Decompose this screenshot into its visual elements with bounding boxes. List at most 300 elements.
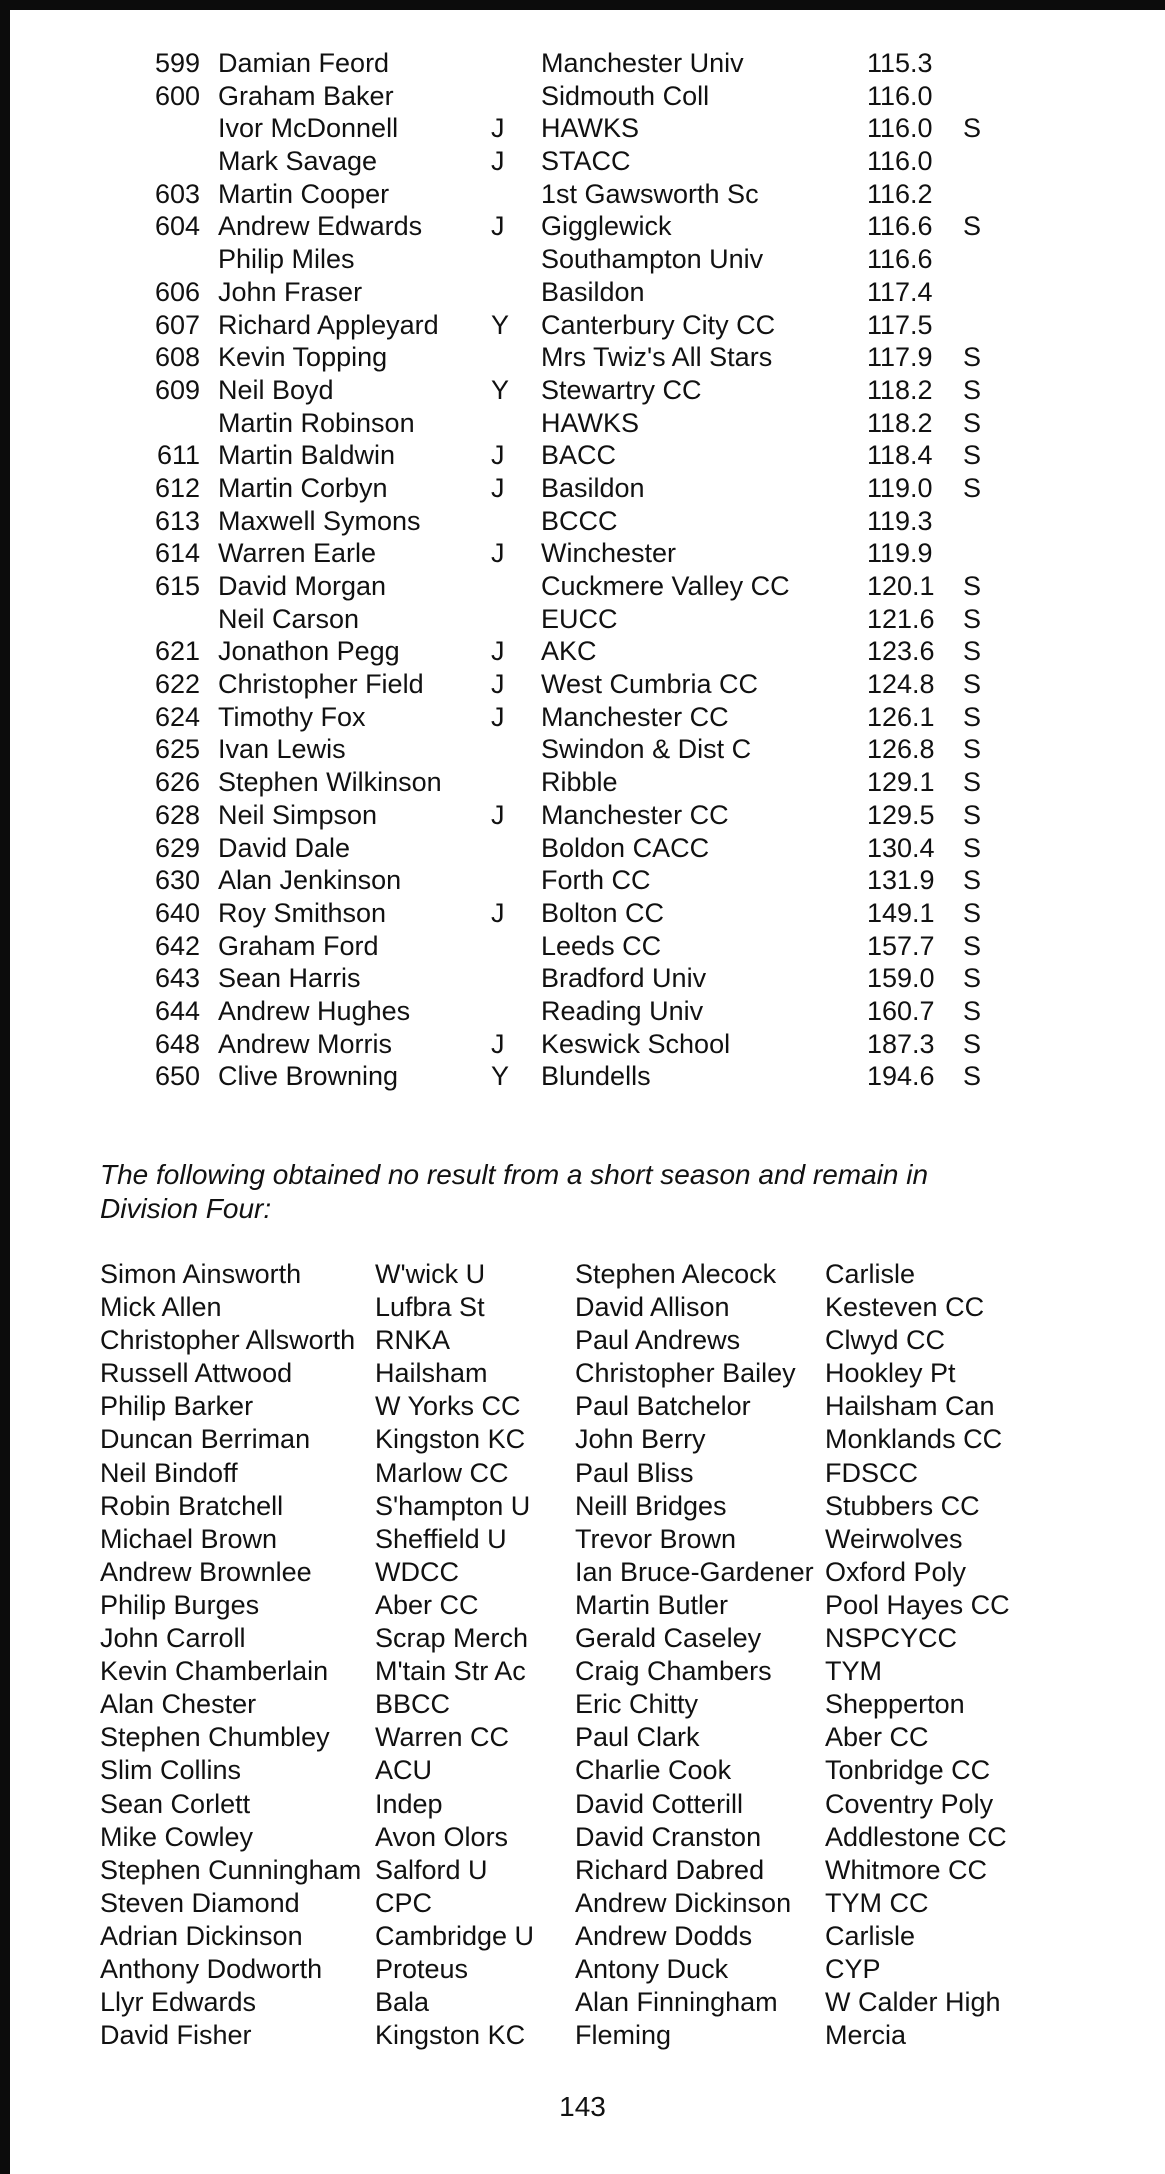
no-result-name: Duncan Berriman [100,1424,311,1455]
result-name: Kevin Topping [218,342,388,373]
result-row [0,832,1165,865]
no-result-club: Whitmore CC [825,1854,988,1885]
result-row [0,178,1165,211]
no-result-name: Simon Ainsworth [100,1259,302,1289]
result-time: 157.7 [867,930,935,961]
result-club: Swindon & Dist C [541,734,752,765]
result-club: Winchester [541,538,677,569]
result-row [0,995,1165,1028]
result-category: Y [491,309,510,340]
result-category: J [491,538,505,569]
no-result-name: Antony Duck [575,1953,729,1984]
no-result-row [0,1953,1165,1986]
result-category: J [491,472,505,503]
no-result-name: Steven Diamond [100,1887,300,1918]
result-club: HAWKS [541,113,640,144]
no-result-club: W Calder High [825,1987,1001,2018]
no-result-club: Coventry Poly [825,1788,994,1819]
no-result-club: Pool Hayes CC [825,1589,1010,1620]
scan-border-top [0,0,1165,10]
result-name: Andrew Morris [218,1028,393,1059]
no-result-row [0,1357,1165,1390]
no-result-club: Cambridge U [375,1920,535,1951]
result-flag: S [963,636,982,667]
no-result-club: Mercia [825,2020,907,2051]
result-name: Richard Appleyard [218,309,439,340]
no-result-name: David Allison [575,1292,730,1323]
no-result-name: Paul Andrews [575,1325,741,1356]
no-result-club: Carlisle [825,1259,916,1289]
result-name: Martin Robinson [218,407,415,438]
no-result-name: Paul Clark [575,1722,700,1753]
result-position: 607 [154,309,200,340]
result-club: Manchester Univ [541,48,744,78]
no-result-name: Andrew Dickinson [575,1887,792,1918]
no-result-name: Gerald Caseley [575,1623,762,1654]
no-result-club: Marlow CC [375,1457,509,1488]
no-result-row [0,1291,1165,1324]
result-name: Neil Carson [218,603,360,634]
result-time: 187.3 [867,1028,935,1059]
result-club: 1st Gawsworth Sc [541,178,759,209]
result-club: EUCC [541,603,618,634]
no-result-name: Andrew Brownlee [100,1556,312,1587]
result-row [0,962,1165,995]
no-result-name: Alan Chester [100,1689,257,1720]
no-result-club: TYM CC [825,1887,929,1918]
results-table [0,47,1165,1093]
result-time: 123.6 [867,636,935,667]
no-result-club: Aber CC [825,1722,929,1753]
no-result-club: ACU [375,1755,433,1786]
no-result-club: Kesteven CC [825,1292,985,1323]
result-name: Christopher Field [218,669,424,700]
result-name: David Dale [218,832,351,863]
result-position: 643 [154,963,200,994]
result-club: Basildon [541,472,645,503]
no-result-name: Llyr Edwards [100,1987,257,2018]
result-club: Mrs Twiz's All Stars [541,342,773,373]
no-result-name: Alan Finningham [575,1987,778,2018]
result-position: 611 [156,440,200,471]
no-result-club: Clwyd CC [825,1325,946,1356]
no-result-club: WDCC [375,1556,459,1587]
result-flag: S [963,571,982,601]
result-time: 116.2 [867,178,933,209]
result-flag: S [963,669,982,700]
result-time: 116.0 [867,80,933,111]
result-flag: S [963,930,982,961]
result-row [0,145,1165,178]
no-result-row [0,1589,1165,1622]
result-club: Bolton CC [541,897,665,928]
result-row [0,930,1165,963]
result-position: 606 [154,276,200,307]
no-result-row [0,1457,1165,1490]
no-result-name: David Cranston [575,1821,762,1852]
no-result-name: Christopher Allsworth [100,1325,356,1356]
result-position: 626 [154,767,200,798]
result-club: Cuckmere Valley CC [541,571,790,601]
result-time: 129.5 [867,799,935,830]
result-position: 644 [154,995,200,1026]
result-flag: S [963,1061,982,1092]
no-result-club: BBCC [375,1689,451,1720]
no-result-club: Warren CC [375,1722,510,1753]
no-result-name: Stephen Alecock [575,1259,777,1289]
result-position: 599 [154,48,200,78]
no-result-name: Kevin Chamberlain [100,1656,329,1687]
no-result-name: Russell Attwood [100,1358,293,1389]
result-club: BACC [541,440,617,471]
result-name: Alan Jenkinson [218,865,402,896]
result-time: 124.8 [867,669,935,700]
no-result-name: Robin Bratchell [100,1490,284,1521]
result-row [0,733,1165,766]
no-result-club: Hailsham Can [825,1391,995,1422]
no-result-row [0,1258,1165,1291]
result-club: Southampton Univ [541,244,764,275]
result-category: J [491,636,505,667]
no-result-club: Shepperton [825,1689,965,1720]
no-result-table [0,1258,1165,2052]
result-row [0,374,1165,407]
result-time: 149.1 [867,897,935,928]
result-club: Reading Univ [541,995,704,1026]
result-name: Sean Harris [218,963,361,994]
result-name: Jonathon Pegg [218,636,400,667]
no-result-name: John Carroll [100,1623,246,1654]
result-club: West Cumbria CC [541,669,759,700]
result-position: 648 [154,1028,200,1059]
no-result-name: Adrian Dickinson [100,1920,303,1951]
no-result-club: TYM [825,1656,882,1687]
result-club: Keswick School [541,1028,731,1059]
result-name: Martin Corbyn [218,472,388,503]
result-row [0,766,1165,799]
no-result-row [0,1655,1165,1688]
no-result-name: Neill Bridges [575,1490,727,1521]
no-result-row [0,1854,1165,1887]
result-name: Neil Simpson [218,799,378,830]
result-club: Basildon [541,276,645,307]
result-time: 194.6 [867,1061,935,1092]
no-result-name: Andrew Dodds [575,1920,753,1951]
result-flag: S [963,734,982,765]
result-club: Sidmouth Coll [541,80,710,111]
result-name: Ivan Lewis [218,734,346,765]
result-row [0,1028,1165,1061]
no-result-club: Avon Olors [375,1821,509,1852]
result-category: J [491,146,505,177]
result-category: J [491,897,505,928]
no-result-name: Trevor Brown [575,1523,737,1554]
result-flag: S [963,374,982,405]
result-category: J [491,113,505,144]
result-name: Warren Earle [218,538,377,569]
no-result-name: Philip Barker [100,1391,254,1422]
result-name: Graham Baker [218,80,394,111]
result-position: 608 [154,342,200,373]
no-result-club: NSPCYCC [825,1623,958,1654]
no-result-club: Salford U [375,1854,488,1885]
no-result-club: Scrap Merch [375,1623,529,1654]
result-row [0,570,1165,603]
result-time: 119.9 [867,538,933,569]
result-time: 117.4 [867,276,933,307]
result-name: Martin Cooper [218,178,390,209]
no-result-row [0,1986,1165,2019]
no-result-club: Bala [375,1987,430,2018]
page-corner [0,0,18,18]
no-result-name: Sean Corlett [100,1788,251,1819]
result-row [0,210,1165,243]
no-result-club: Tonbridge CC [825,1755,991,1786]
no-result-club: Stubbers CC [825,1490,980,1521]
no-result-row [0,1721,1165,1754]
no-result-name: John Berry [575,1424,706,1455]
result-name: Martin Baldwin [218,440,396,471]
result-flag: S [963,865,982,896]
result-flag: S [963,211,982,242]
no-result-name: Stephen Cunningham [100,1854,362,1885]
result-flag: S [963,113,982,144]
no-result-row [0,1390,1165,1423]
result-time: 119.3 [867,505,933,536]
no-result-name: Mick Allen [100,1292,222,1323]
result-row [0,243,1165,276]
no-result-club: Kingston KC [375,2020,526,2051]
result-flag: S [963,701,982,732]
no-result-club: Hailsham [375,1358,488,1389]
no-result-row [0,2019,1165,2052]
no-result-name: Mike Cowley [100,1821,254,1852]
no-result-name: Christopher Bailey [575,1358,796,1389]
no-result-row [0,1556,1165,1589]
result-category: Y [491,374,510,405]
no-result-name: Fleming [575,2020,672,2051]
result-time: 116.6 [867,244,933,275]
result-position: 630 [154,865,200,896]
result-flag: S [963,963,982,994]
no-result-name: Paul Batchelor [575,1391,751,1422]
result-time: 126.1 [867,701,935,732]
no-result-club: Lufbra St [375,1292,485,1323]
no-result-row [0,1324,1165,1357]
no-result-row [0,1688,1165,1721]
result-position: 609 [154,374,200,405]
no-result-row [0,1887,1165,1920]
no-result-name: Anthony Dodworth [100,1953,323,1984]
result-club: HAWKS [541,407,640,438]
no-result-name: Craig Chambers [575,1656,772,1687]
no-result-club: Carlisle [825,1920,916,1951]
result-club: Manchester CC [541,701,729,732]
result-row [0,112,1165,145]
result-club: Blundells [541,1061,651,1092]
result-club: Ribble [541,767,618,798]
no-result-row [0,1821,1165,1854]
result-category: J [491,211,505,242]
result-position: 614 [154,538,200,569]
no-result-club: Sheffield U [375,1523,507,1554]
result-flag: S [963,832,982,863]
no-result-club: M'tain Str Ac [375,1656,526,1687]
result-time: 119.0 [867,472,933,503]
result-position: 613 [154,505,200,536]
result-position: 615 [154,571,200,601]
result-position: 629 [154,832,200,863]
no-result-name: Paul Bliss [575,1457,694,1488]
result-row [0,701,1165,734]
result-name: Neil Boyd [218,374,334,405]
no-result-row [0,1754,1165,1787]
result-row [0,603,1165,636]
no-result-name: Charlie Cook [575,1755,732,1786]
result-name: Damian Feord [218,48,390,78]
no-result-row [0,1788,1165,1821]
result-time: 160.7 [867,995,935,1026]
no-result-name: Michael Brown [100,1523,278,1554]
result-name: Andrew Hughes [218,995,411,1026]
result-time: 131.9 [867,865,935,896]
result-time: 159.0 [867,963,935,994]
result-row [0,799,1165,832]
result-name: Mark Savage [218,146,378,177]
result-position: 642 [154,930,200,961]
result-category: J [491,799,505,830]
result-flag: S [963,897,982,928]
result-name: Graham Ford [218,930,379,961]
result-name: John Fraser [218,276,363,307]
result-club: Stewartry CC [541,374,702,405]
result-club: AKC [541,636,597,667]
result-row [0,47,1165,80]
result-club: Canterbury City CC [541,309,776,340]
no-result-club: FDSCC [825,1457,918,1488]
result-name: Philip Miles [218,244,355,275]
result-time: 116.0 [867,113,933,144]
result-flag: S [963,799,982,830]
no-result-name: David Fisher [100,2020,252,2051]
result-flag: S [963,767,982,798]
no-result-club: Oxford Poly [825,1556,967,1587]
no-result-name: Stephen Chumbley [100,1722,330,1753]
result-club: BCCC [541,505,618,536]
no-result-club: CPC [375,1887,433,1918]
no-result-club: S'hampton U [375,1490,531,1521]
result-time: 118.4 [867,440,933,471]
result-row [0,635,1165,668]
result-position: 640 [154,897,200,928]
result-row [0,537,1165,570]
result-name: Andrew Edwards [218,211,423,242]
result-flag: S [963,342,982,373]
no-result-row [0,1423,1165,1456]
result-position: 612 [154,472,200,503]
no-result-row [0,1622,1165,1655]
result-row [0,309,1165,342]
no-result-name: David Cotterill [575,1788,744,1819]
result-position: 625 [154,734,200,765]
no-result-club: Weirwolves [825,1523,963,1554]
no-result-row [0,1920,1165,1953]
no-result-name: Richard Dabred [575,1854,765,1885]
result-time: 116.6 [867,211,933,242]
result-name: David Morgan [218,571,387,601]
page-number: 143 [559,2091,606,2122]
result-position: 622 [154,669,200,700]
result-time: 118.2 [867,407,933,438]
no-result-club: Aber CC [375,1589,479,1620]
result-time: 116.0 [867,146,933,177]
result-category: J [491,440,505,471]
result-position: 600 [154,80,200,111]
result-name: Ivor McDonnell [218,113,399,144]
result-position: 604 [154,211,200,242]
result-club: Boldon CACC [541,832,710,863]
result-time: 130.4 [867,832,935,863]
no-result-name: Neil Bindoff [100,1457,238,1488]
no-result-club: W Yorks CC [375,1391,521,1422]
no-result-name: Slim Collins [100,1755,242,1786]
result-row [0,341,1165,374]
result-club: Leeds CC [541,930,662,961]
result-time: 120.1 [867,571,935,601]
no-result-row [0,1523,1165,1556]
result-row [0,864,1165,897]
no-result-club: RNKA [375,1325,451,1356]
no-result-club: Indep [375,1788,443,1819]
result-flag: S [963,472,982,503]
result-position: 650 [154,1061,200,1092]
result-row [0,897,1165,930]
result-club: Bradford Univ [541,963,707,994]
result-name: Timothy Fox [218,701,366,732]
result-time: 121.6 [867,603,935,634]
result-row [0,407,1165,440]
no-result-row [0,1490,1165,1523]
no-result-name: Philip Burges [100,1589,260,1620]
result-time: 129.1 [867,767,935,798]
no-result-note: The following obtained no result from a short season and remain in Division Four: [100,1159,929,1224]
result-name: Stephen Wilkinson [218,767,442,798]
result-position: 621 [154,636,200,667]
no-result-club: CYP [825,1953,881,1984]
result-position: 624 [154,701,200,732]
result-flag: S [963,440,982,471]
result-position: 603 [154,178,200,209]
result-time: 117.5 [867,309,933,340]
no-result-club: Kingston KC [375,1424,526,1455]
result-flag: S [963,995,982,1026]
result-club: Forth CC [541,865,651,896]
result-club: Gigglewick [541,211,672,242]
result-time: 115.3 [867,48,933,78]
result-category: Y [491,1061,510,1092]
result-time: 117.9 [867,342,933,373]
result-row [0,668,1165,701]
result-row [0,80,1165,113]
no-result-name: Martin Butler [575,1589,729,1620]
result-row [0,439,1165,472]
no-result-club: Monklands CC [825,1424,1003,1455]
result-club: STACC [541,146,631,177]
result-name: Clive Browning [218,1061,399,1092]
result-name: Roy Smithson [218,897,387,928]
result-club: Manchester CC [541,799,729,830]
result-position: 628 [154,799,200,830]
